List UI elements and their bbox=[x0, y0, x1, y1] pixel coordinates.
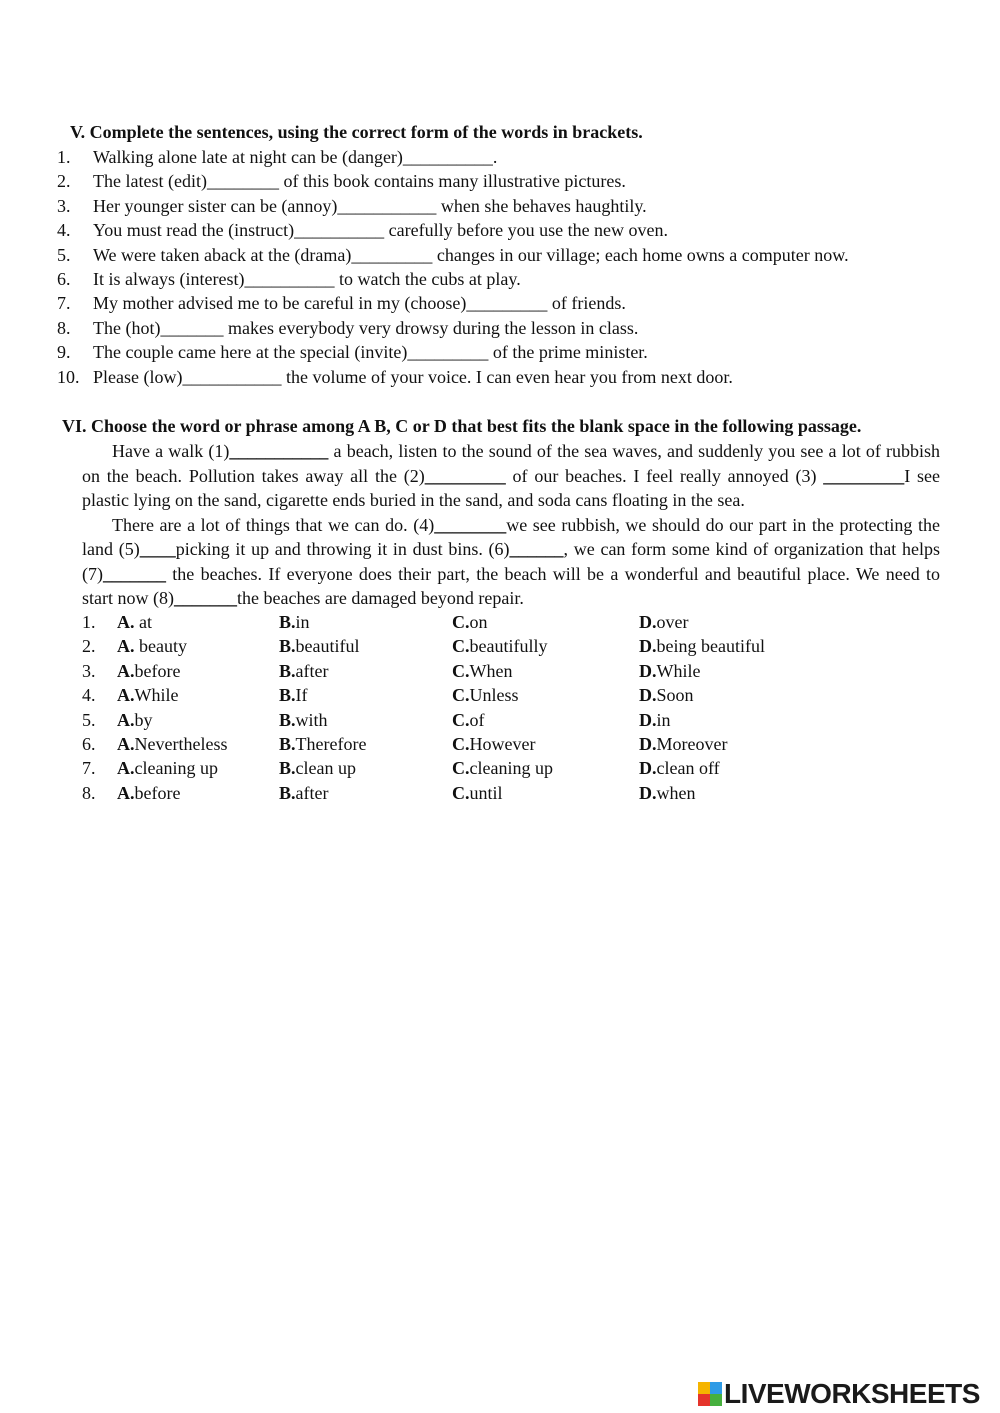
list-item bbox=[57, 194, 957, 218]
option-b: B.in bbox=[279, 612, 310, 632]
option-row bbox=[82, 781, 942, 805]
list-item bbox=[57, 291, 957, 315]
option-row bbox=[82, 708, 942, 732]
option-d: D.Moreover bbox=[639, 733, 728, 754]
option-c: C.on bbox=[452, 612, 488, 632]
option-d: D.clean off bbox=[639, 758, 720, 779]
option-row bbox=[82, 659, 942, 683]
passage-text: the beaches. If everyone does their part, the beach will be a wonderful and beautiful place. We need to start now (8) bbox=[82, 563, 940, 608]
list-item bbox=[57, 267, 957, 291]
option-c: C.Unless bbox=[452, 685, 519, 706]
option-a: A.Nevertheless bbox=[117, 733, 228, 754]
logo-square-icon bbox=[710, 1382, 722, 1394]
blank-3: _________ bbox=[823, 465, 905, 486]
item-number: 9. bbox=[57, 342, 71, 363]
option-b: B.Therefore bbox=[279, 733, 367, 754]
option-number: 7. bbox=[82, 758, 96, 779]
option-number: 4. bbox=[82, 685, 96, 706]
section-5-heading: V. Complete the sentences, using the correct form of the words in brackets. bbox=[70, 122, 643, 142]
item-number: 10. bbox=[57, 366, 80, 387]
item-text: We were taken aback at the (drama)_________ changes in our village; each home owns a computer now. bbox=[93, 244, 849, 265]
option-number: 1. bbox=[82, 612, 96, 632]
option-row bbox=[82, 683, 942, 707]
item-text: The (hot)_______ makes everybody very drowsy during the lesson in class. bbox=[93, 317, 639, 338]
logo-text: LIVEWORKSHEETS bbox=[724, 1378, 980, 1409]
option-row bbox=[82, 634, 942, 658]
item-number: 2. bbox=[57, 171, 71, 192]
item-number: 5. bbox=[57, 244, 71, 265]
reading-passage bbox=[82, 439, 940, 611]
passage-text: a beach, listen to the sound of the sea waves, and suddenly you see a lot of rubbish on the beach. Pollution takes away all the (2) bbox=[82, 441, 940, 486]
option-a: A.cleaning up bbox=[117, 758, 218, 779]
item-number: 3. bbox=[57, 195, 71, 216]
option-row bbox=[82, 610, 942, 634]
option-number: 5. bbox=[82, 709, 96, 730]
option-b: B.beautiful bbox=[279, 636, 360, 657]
item-number: 7. bbox=[57, 293, 71, 314]
option-d: D.being beautiful bbox=[639, 636, 765, 657]
option-c: C.beautifully bbox=[452, 636, 548, 657]
passage-text: I see plastic lying on the sand, cigarette ends buried in the sand, and soda cans floating in the sea. bbox=[82, 465, 941, 510]
passage-paragraph-1 bbox=[82, 439, 940, 513]
list-item bbox=[57, 169, 957, 193]
option-a: A.before bbox=[117, 782, 181, 803]
option-a: A. beauty bbox=[117, 636, 187, 657]
list-item bbox=[57, 316, 957, 340]
liveworksheets-logo-icon bbox=[698, 1382, 722, 1406]
option-c: C.cleaning up bbox=[452, 758, 553, 779]
option-row bbox=[82, 732, 942, 756]
list-item bbox=[57, 340, 957, 364]
option-d: D.Soon bbox=[639, 685, 694, 706]
option-b: B.with bbox=[279, 709, 328, 730]
option-c: C.When bbox=[452, 660, 513, 681]
option-b: B.If bbox=[279, 685, 308, 706]
option-c: C.until bbox=[452, 782, 503, 803]
item-number: 4. bbox=[57, 220, 71, 241]
option-a: A.While bbox=[117, 685, 179, 706]
passage-text: There are a lot of things that we can do. (4) bbox=[112, 514, 435, 535]
option-number: 2. bbox=[82, 636, 96, 657]
item-number: 1. bbox=[57, 147, 71, 167]
item-text: Walking alone late at night can be (danger)__________. bbox=[93, 147, 498, 167]
option-b: B.clean up bbox=[279, 758, 356, 779]
item-number: 8. bbox=[57, 317, 71, 338]
option-d: D.in bbox=[639, 709, 671, 730]
passage-text: the beaches are damaged beyond repair. bbox=[236, 588, 524, 608]
option-number: 8. bbox=[82, 782, 96, 803]
option-row bbox=[82, 756, 942, 780]
option-number: 3. bbox=[82, 660, 96, 681]
option-a: A.by bbox=[117, 709, 153, 730]
option-c: C.However bbox=[452, 733, 536, 754]
option-b: B.after bbox=[279, 660, 329, 681]
passage-text: picking it up and throwing it in dust bins. (6) bbox=[175, 539, 510, 559]
blank-1: ___________ bbox=[229, 441, 329, 461]
blank-5: ____ bbox=[139, 539, 176, 559]
list-item bbox=[57, 145, 957, 169]
item-text: Her younger sister can be (annoy)___________ when she behaves haughtily. bbox=[93, 195, 647, 216]
list-item bbox=[57, 243, 957, 267]
option-d: D.over bbox=[639, 612, 689, 632]
option-d: D.While bbox=[639, 660, 701, 681]
list-item bbox=[57, 218, 957, 242]
logo-square-icon bbox=[710, 1394, 722, 1406]
option-b: B.after bbox=[279, 782, 329, 803]
list-item bbox=[57, 365, 957, 389]
option-number: 6. bbox=[82, 733, 96, 754]
option-a: A.before bbox=[117, 660, 181, 681]
liveworksheets-logo bbox=[698, 1378, 980, 1410]
option-d: D.when bbox=[639, 782, 696, 803]
passage-paragraph-2 bbox=[82, 513, 940, 611]
passage-text: we see rubbish, we should do our part in the protecting the land (5) bbox=[82, 514, 940, 559]
item-text: The latest (edit)________ of this book contains many illustrative pictures. bbox=[93, 171, 626, 192]
section-5-list bbox=[57, 145, 957, 389]
passage-text: of our beaches. I feel really annoyed (3) bbox=[505, 465, 824, 486]
option-c: C.of bbox=[452, 709, 485, 730]
item-text: It is always (interest)__________ to watch the cubs at play. bbox=[93, 268, 521, 289]
item-text: My mother advised me to be careful in my (choose)_________ of friends. bbox=[93, 293, 626, 314]
answer-options bbox=[82, 610, 942, 805]
logo-square-icon bbox=[698, 1394, 710, 1406]
blank-8: _______ bbox=[173, 588, 237, 608]
logo-square-icon bbox=[698, 1382, 710, 1394]
blank-2: _________ bbox=[424, 465, 506, 486]
item-text: The couple came here at the special (invite)_________ of the prime minister. bbox=[93, 342, 648, 363]
passage-text: Have a walk (1) bbox=[112, 441, 230, 461]
blank-6: ______ bbox=[509, 539, 564, 559]
section-6-heading: VI. Choose the word or phrase among A B, C or D that best fits the blank space in the following passage. bbox=[62, 416, 862, 436]
blank-4: ________ bbox=[434, 514, 507, 535]
option-a: A. at bbox=[117, 612, 152, 632]
blank-7: _______ bbox=[103, 563, 166, 584]
passage-text: , we can form some kind of organization that helps (7) bbox=[82, 539, 940, 584]
item-text: You must read the (instruct)__________ carefully before you use the new oven. bbox=[93, 220, 669, 241]
item-text: Please (low)___________ the volume of your voice. I can even hear you from next door. bbox=[93, 366, 733, 387]
item-number: 6. bbox=[57, 268, 71, 289]
